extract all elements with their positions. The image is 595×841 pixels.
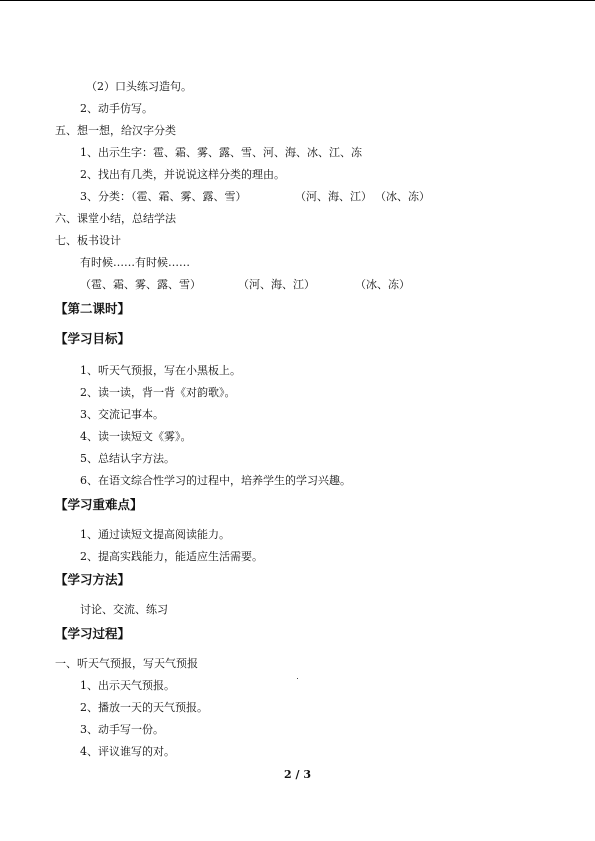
- list-item: 4、读一读短文《雾》。: [80, 430, 192, 443]
- text-line: （河、海、江）: [238, 278, 315, 291]
- list-item: 5、总结认字方法。: [80, 452, 175, 465]
- list-item: 2、播放一天的天气预报。: [80, 701, 208, 714]
- page-top-border: [0, 0, 595, 1]
- list-item: 3、动手写一份。: [80, 723, 164, 736]
- text-line: 有时候……有时候……: [80, 256, 190, 269]
- section-heading: 【第二课时】: [55, 301, 131, 316]
- section-title: 六、课堂小结，总结学法: [55, 212, 176, 225]
- list-item: 2、提高实践能力，能适应生活需要。: [80, 550, 263, 563]
- text-line: 2、找出有几类，并说说这样分类的理由。: [80, 168, 285, 181]
- text-line: 2、动手仿写。: [80, 102, 153, 115]
- text-line: （河、海、江）: [295, 190, 372, 203]
- text-line: （冰、冻）: [375, 190, 430, 203]
- text-line: （雹、霜、雾、露、雪）: [80, 278, 201, 291]
- list-item: 1、听天气预报，写在小黑板上。: [80, 364, 241, 377]
- section-heading: 【学习方法】: [55, 572, 131, 587]
- list-item: 1、出示天气预报。: [80, 679, 175, 692]
- section-heading: 【学习重难点】: [55, 497, 143, 512]
- list-item: 讨论、交流、练习: [80, 603, 168, 616]
- text-line: 1、出示生字：雹、霜、雾、露、雪、河、海、冰、江、冻: [80, 146, 362, 159]
- text-line: 3、分类：（雹、霜、雾、露、雪）: [80, 190, 247, 203]
- list-item: 4、评议谁写的对。: [80, 745, 175, 758]
- text-line: （冰、冻）: [355, 278, 410, 291]
- section-title: 五、想一想，给汉字分类: [55, 124, 176, 137]
- text-line: （2）口头练习造句。: [86, 80, 192, 93]
- section-heading: 【学习目标】: [55, 331, 131, 346]
- page-number: 2 / 3: [284, 768, 311, 781]
- list-item: 2、读一读，背一背《对韵歌》。: [80, 386, 236, 399]
- list-item: 6、在语文综合性学习的过程中，培养学生的学习兴趣。: [80, 474, 351, 487]
- list-item: 3、交流记事本。: [80, 408, 164, 421]
- list-item: 一、听天气预报，写天气预报: [55, 657, 198, 670]
- section-title: 七、板书设计: [55, 234, 121, 247]
- list-item: 1、通过读短文提高阅读能力。: [80, 528, 230, 541]
- stray-mark: [297, 678, 298, 679]
- section-heading: 【学习过程】: [55, 626, 131, 641]
